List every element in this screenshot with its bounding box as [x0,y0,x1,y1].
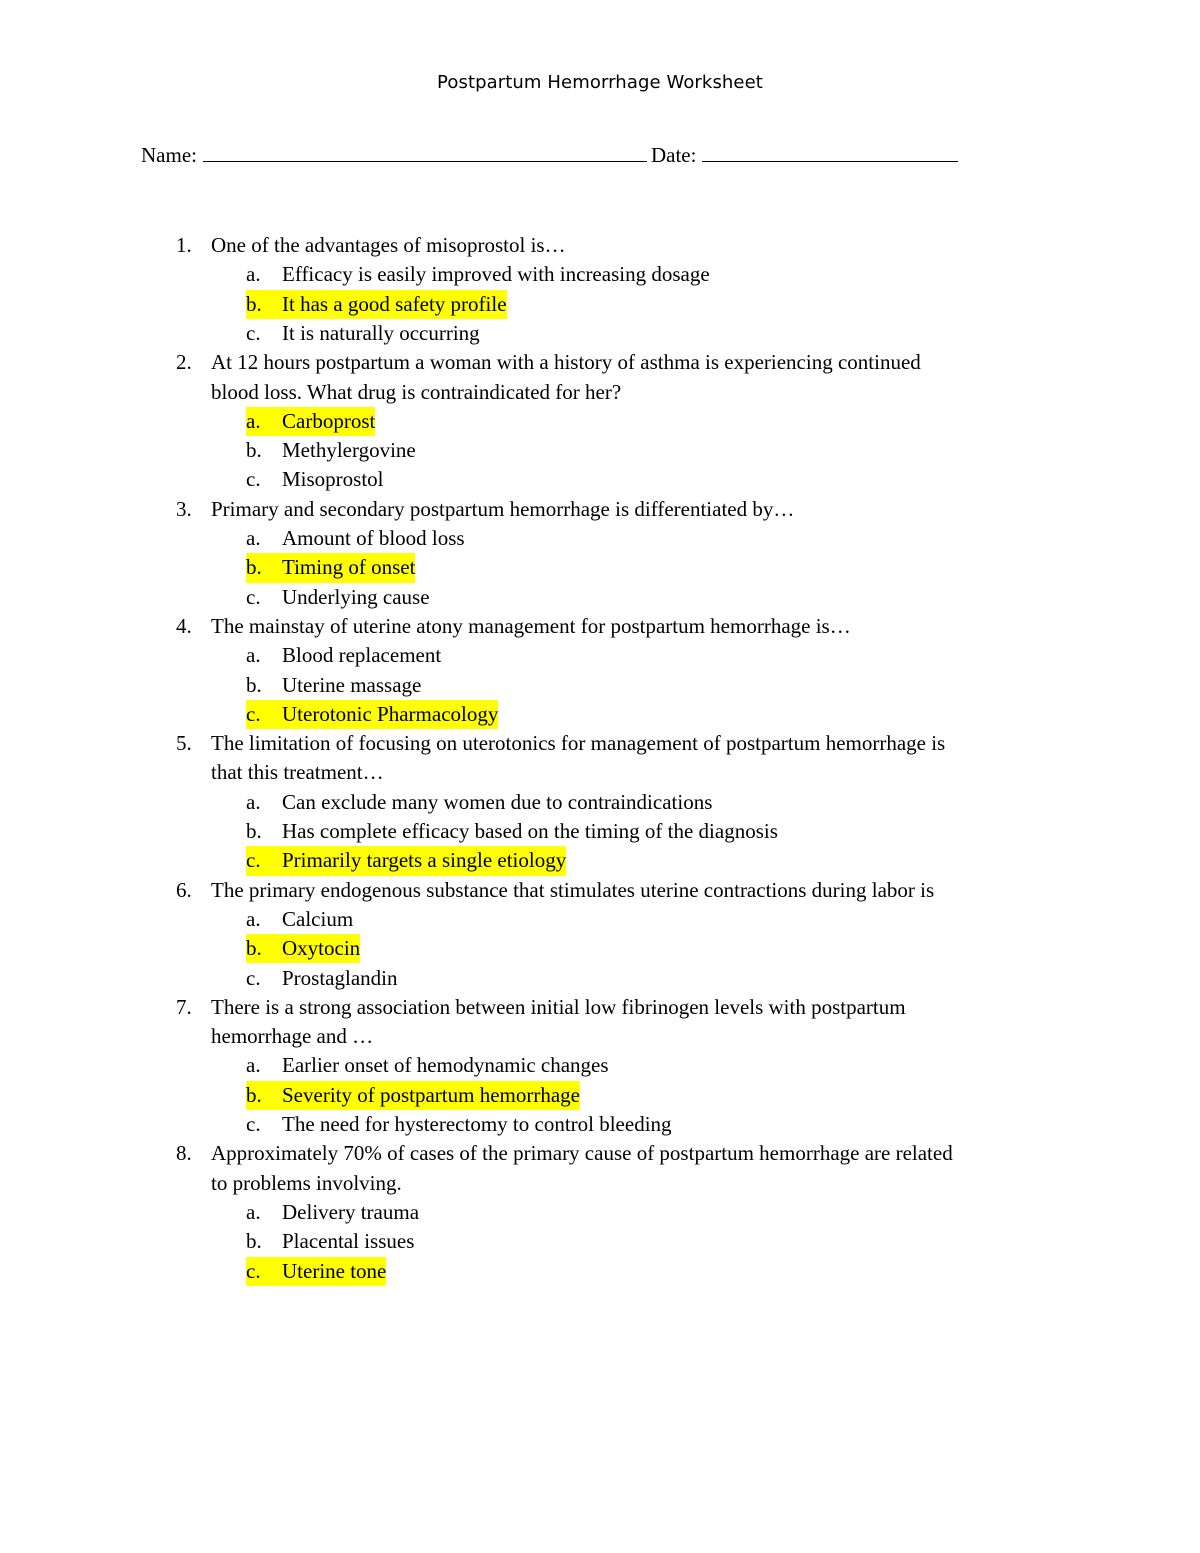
option-text: Amount of blood loss [282,526,465,550]
answer-option [246,1051,609,1080]
date-blank-line [702,143,958,162]
answer-option [246,964,398,993]
option-letter: a. [246,526,261,550]
answer-body [246,436,416,465]
answer-highlight [246,1257,386,1286]
name-label: Name: [141,143,197,167]
option-text: Uterine tone [282,1258,387,1283]
answer-body [246,1051,609,1080]
option-letter: a. [246,643,261,668]
option-letter: c. [246,1112,261,1136]
answer-body [246,905,353,934]
option-text: It is naturally occurring [282,320,480,345]
option-letter: c. [246,965,261,990]
option-letter: b. [246,438,262,463]
answer-highlight [246,846,566,875]
answer-body [246,1198,419,1227]
answer-body [246,465,384,494]
answer-body [246,964,398,993]
answer-highlight [246,407,375,436]
answer-option [246,524,465,553]
option-letter: c. [246,848,261,873]
answer-body [246,524,465,553]
answer-highlight [246,290,507,319]
answer-option [246,817,778,846]
answer-option-correct [246,290,507,319]
answer-option-correct [246,553,415,582]
option-letter: b. [246,936,262,961]
question-number: 2. [176,350,192,375]
question-number: 3. [176,496,192,521]
option-text: Methylergovine [282,438,416,463]
name-blank-line [203,143,647,162]
answer-option-correct [246,407,375,436]
question-text: that this treatment… [211,760,384,785]
option-letter: a. [246,408,261,433]
answer-body [246,260,710,289]
option-text: It has a good safety profile [282,291,507,316]
option-text: Earlier onset of hemodynamic changes [282,1053,609,1078]
answer-option [246,905,353,934]
answer-body [246,583,430,612]
option-text: Calcium [282,906,354,931]
answer-highlight [246,553,415,582]
option-letter: b. [246,1082,262,1107]
option-text: Carboprost [282,408,376,433]
answer-option [246,1227,414,1256]
option-text: Timing of onset [282,555,416,580]
option-letter: a. [246,789,261,814]
answer-option [246,1110,672,1139]
option-text: The need for hysterectomy to control bleeding [282,1112,672,1136]
answer-option [246,1198,419,1227]
option-text: Blood replacement [282,643,442,668]
question-text: One of the advantages of misoprostol is… [211,233,566,257]
option-text: Uterotonic Pharmacology [282,701,499,726]
question-number: 6. [176,877,192,902]
option-letter: a. [246,906,261,931]
option-text: Delivery trauma [282,1199,420,1224]
option-text: Misoprostol [282,467,384,492]
question-text: The limitation of focusing on uterotonics for management of postpartum hemorrhage is [211,731,946,756]
option-letter: b. [246,1229,262,1254]
answer-option [246,671,421,700]
option-text: Prostaglandin [282,965,398,990]
answer-option-correct [246,700,498,729]
option-letter: b. [246,291,262,316]
option-letter: c. [246,584,261,609]
answer-option-correct [246,1257,386,1286]
question-text: Approximately 70% of cases of the primary cause of postpartum hemorrhage are related [211,1141,953,1166]
option-text: Uterine massage [282,672,422,697]
answer-body [246,788,712,817]
option-text: Oxytocin [282,936,361,961]
answer-body [246,1110,672,1139]
question-text: The primary endogenous substance that stimulates uterine contractions during labor is [211,877,935,902]
option-text: Severity of postpartum hemorrhage [282,1082,580,1107]
answer-option-correct [246,1081,580,1110]
answer-highlight [246,934,360,963]
option-text: Has complete efficacy based on the timing of the diagnosis [282,819,778,843]
question-text: to problems involving. [211,1170,402,1195]
option-letter: c. [246,1258,261,1283]
question-text: At 12 hours postpartum a woman with a history of asthma is experiencing continued [211,350,921,375]
option-text: Primarily targets a single etiology [282,848,567,873]
option-letter: c. [246,320,261,345]
answer-option [246,436,416,465]
question-text: Primary and secondary postpartum hemorrhage is differentiated by… [211,496,795,521]
answer-option [246,583,430,612]
option-letter: a. [246,262,261,287]
option-text: Placental issues [282,1229,415,1254]
answer-body [246,641,441,670]
question-number: 7. [176,994,192,1019]
question-number: 1. [176,233,192,257]
answer-body [246,319,480,348]
option-letter: c. [246,467,261,492]
question-text: blood loss. What drug is contraindicated for her? [211,379,622,404]
answer-option [246,465,384,494]
answer-highlight [246,1081,580,1110]
option-letter: a. [246,1053,261,1078]
question-text: The mainstay of uterine atony management for postpartum hemorrhage is… [211,613,851,638]
date-label: Date: [650,143,697,167]
option-text: Underlying cause [282,584,430,609]
answer-option-correct [246,846,566,875]
question-text: There is a strong association between initial low fibrinogen levels with postpartum [211,994,906,1019]
answer-option [246,319,480,348]
answer-option [246,788,712,817]
option-letter: b. [246,555,262,580]
answer-option [246,641,441,670]
option-letter: b. [246,672,262,697]
option-text: Efficacy is easily improved with increasing dosage [282,262,710,287]
page-title: Postpartum Hemorrhage Worksheet [437,72,763,93]
answer-option-correct [246,934,360,963]
name-date-fields [141,143,962,168]
answer-highlight [246,700,498,729]
option-letter: c. [246,701,261,726]
answer-body [246,1227,414,1256]
answer-body [246,671,421,700]
question-number: 4. [176,613,192,638]
option-letter: a. [246,1199,261,1224]
question-number: 5. [176,731,192,756]
question-text: hemorrhage and … [211,1024,374,1049]
answer-body [246,817,778,846]
question-number: 8. [176,1141,192,1166]
answer-option [246,260,710,289]
option-text: Can exclude many women due to contraindications [282,789,713,814]
option-letter: b. [246,819,262,843]
